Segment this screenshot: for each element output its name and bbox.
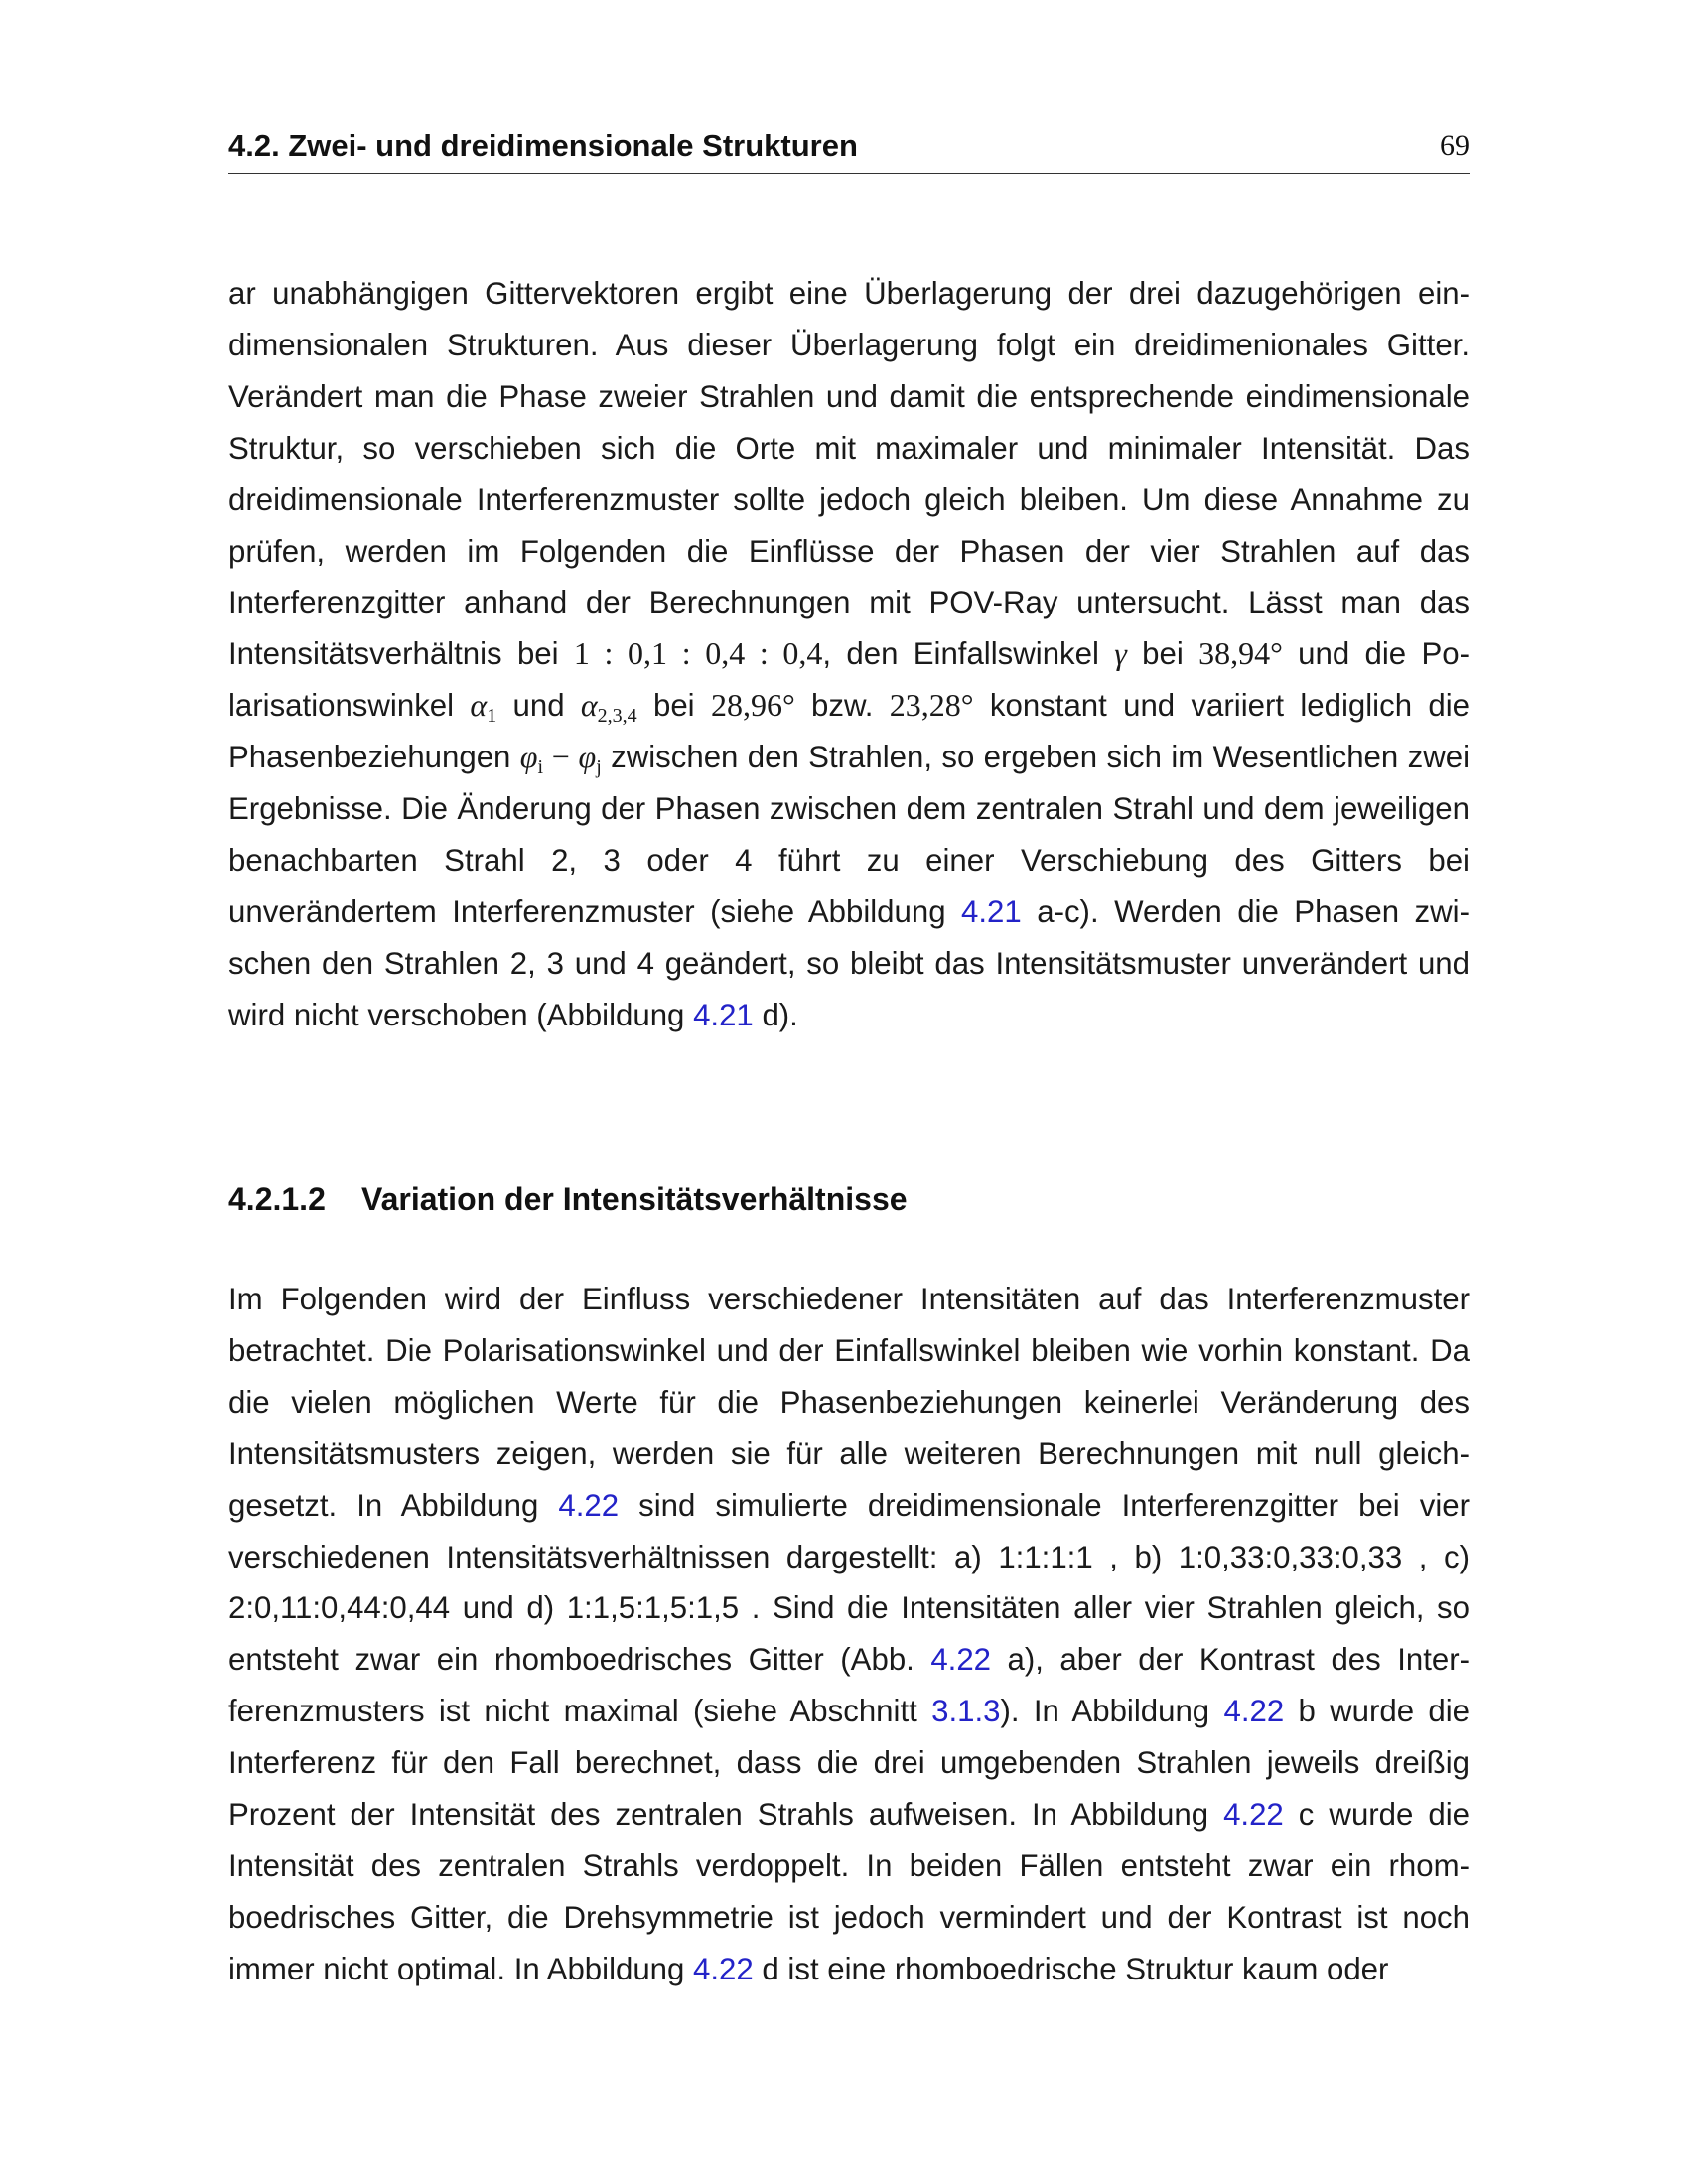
math-subscript: i xyxy=(537,756,544,779)
section-number: 4.2.1.2 xyxy=(228,1181,326,1217)
math-subscript: j xyxy=(596,756,602,779)
figure-ref-4-22[interactable]: 4.22 xyxy=(558,1487,620,1523)
math-intensity-ratio: 1 : 0,1 : 0,4 : 0,4 xyxy=(573,635,823,672)
text-run: a-c). Werden die Phasen zwischen den Strahlen 2, 3 und 4 geändert, so bleibt das Intensitätsmuster unverändert und wird nicht verschoben (Abbildung xyxy=(228,893,1470,1032)
text-run: ). In Abbildung xyxy=(1000,1694,1224,1729)
page-number: 69 xyxy=(1440,129,1470,162)
section-ref-3-1-3[interactable]: 3.1.3 xyxy=(931,1694,1001,1729)
text-run: c wurde die Intensität des zentralen Strahls verdoppelt. In beiden Fällen entsteht zwar ein rhomboedrisches Gitter, die Drehsymmetrie ist jedoch vermindert und der Kontrast ist noch immer nicht optimal. In Abbildung xyxy=(228,1797,1470,1986)
math-symbol-gamma: γ xyxy=(1114,635,1127,672)
figure-ref-4-22[interactable]: 4.22 xyxy=(930,1642,992,1678)
text-run: d ist eine rhomboedrische Struktur kaum oder xyxy=(753,1951,1389,1986)
math-angle-polarisation-2: 23,28° xyxy=(889,687,974,724)
text-run: bei xyxy=(1126,636,1199,672)
math-gamma xyxy=(1114,635,1127,671)
text-run: ar unabhängigen Gittervektoren ergibt eine Überlagerung der drei dazugehörigen eindimensionalen Strukturen. Aus dieser Überlagerung folgt ein dreidimenionales Gitter. Verändert man die Phase zweier Strahlen und damit die entsprechende eindimensionale Struktur, so verschieben sich die Orte mit maximaler und minimaler Intensität. Das dreidimensionale Interferenzmuster sollte jedoch gleich bleiben. Um diese Annahme zu prüfen, werden im Folgenden die Einflüsse der Phasen der vier Strahlen auf das Interferenzgitter anhand der Berechnungen mit POV-Ray untersucht. Lässt man das Intensitätsverhältnis bei xyxy=(228,276,1470,672)
text-run: zwischen den Strahlen, so ergeben sich im Wesentlichen zwei Ergebnisse. Die Änderung der Phasen zwischen dem zentralen Strahl und dem jeweiligen benachbarten Strahl 2, 3 oder 4 führt zu einer Verschiebung des Gitters bei unverändertem Interferenzmuster (siehe Abbildung xyxy=(228,740,1471,929)
math-alpha-1 xyxy=(470,687,497,728)
math-operator: − xyxy=(543,739,579,775)
math-angle-polarisation-1: 28,96° xyxy=(710,687,795,724)
text-run: b wurde die Interferenz für den Fall berechnet, dass die drei umgebenden Strahlen jeweils dreißig Prozent der Intensität des zentralen Strahls aufweisen. In Abbildung xyxy=(228,1694,1470,1833)
text-run: konstant und variiert lediglich die Phasenbeziehungen xyxy=(228,688,1470,775)
section-title: Variation der Intensitätsverhältnisse xyxy=(361,1181,908,1217)
section-heading xyxy=(228,1179,1470,1219)
header-title: 4.2. Zwei- und dreidimensionale Strukturen xyxy=(228,128,858,163)
figure-ref-4-22[interactable]: 4.22 xyxy=(693,1951,754,1986)
math-subscript: 2,3,4 xyxy=(597,705,637,728)
figure-ref-4-22[interactable]: 4.22 xyxy=(1223,1694,1285,1729)
text-run: , den Einfallswinkel xyxy=(822,636,1115,672)
math-symbol-phi: φ xyxy=(578,739,597,775)
paragraph-phase-variation xyxy=(228,268,1470,1041)
figure-ref-4-22[interactable]: 4.22 xyxy=(1223,1797,1284,1833)
running-header xyxy=(228,127,1470,174)
text-run: a), aber der Kontrast des Interferenzmusters ist nicht maximal (siehe Abschnitt xyxy=(228,1642,1470,1729)
math-subscript: 1 xyxy=(487,705,497,728)
figure-ref-4-21[interactable]: 4.21 xyxy=(961,893,1022,929)
text-run: d). xyxy=(753,997,798,1032)
text-run: sind simulierte dreidimensionale Interferenzgitter bei vier verschiedenen Intensitätsverhältnissen dargestellt: a) 1:1:1:1 , b) 1:0,33:0,33:0,33 , c) 2:0,11:0,44:0,44 und d) 1:1,5:1,5:1,5 . Sind die Intensitäten aller vier Strahlen gleich, so entsteht zwar ein rhomboedrisches Gitter (Abb. xyxy=(228,1487,1471,1678)
figure-ref-4-21[interactable]: 4.21 xyxy=(693,997,754,1032)
math-symbol-alpha: α xyxy=(580,687,598,724)
text-run: bei xyxy=(636,688,711,724)
document-page xyxy=(228,0,1470,2184)
math-symbol-phi: φ xyxy=(519,739,538,775)
math-symbol-alpha: α xyxy=(470,687,488,724)
text-run: bzw. xyxy=(794,688,890,724)
text-run: und die Polarisationswinkel xyxy=(228,636,1470,724)
text-run: Im Folgenden wird der Einfluss verschiedener Intensitäten auf das Interferenzmuster betrachtet. Die Polarisationswinkel und der Einfallswinkel bleiben wie vorhin konstant. Da die vielen möglichen Werte für die Phasenbeziehungen keinerlei Veränderung des Intensitätsmusters zeigen, werden sie für alle weiteren Berechnungen mit null gleichgesetzt. In Abbildung xyxy=(228,1282,1470,1523)
paragraph-intensity-variation xyxy=(228,1274,1470,1995)
math-alpha-234 xyxy=(580,687,637,728)
math-angle-incidence: 38,94° xyxy=(1198,635,1283,672)
text-run: und xyxy=(496,688,581,724)
math-phase-difference xyxy=(519,739,602,779)
